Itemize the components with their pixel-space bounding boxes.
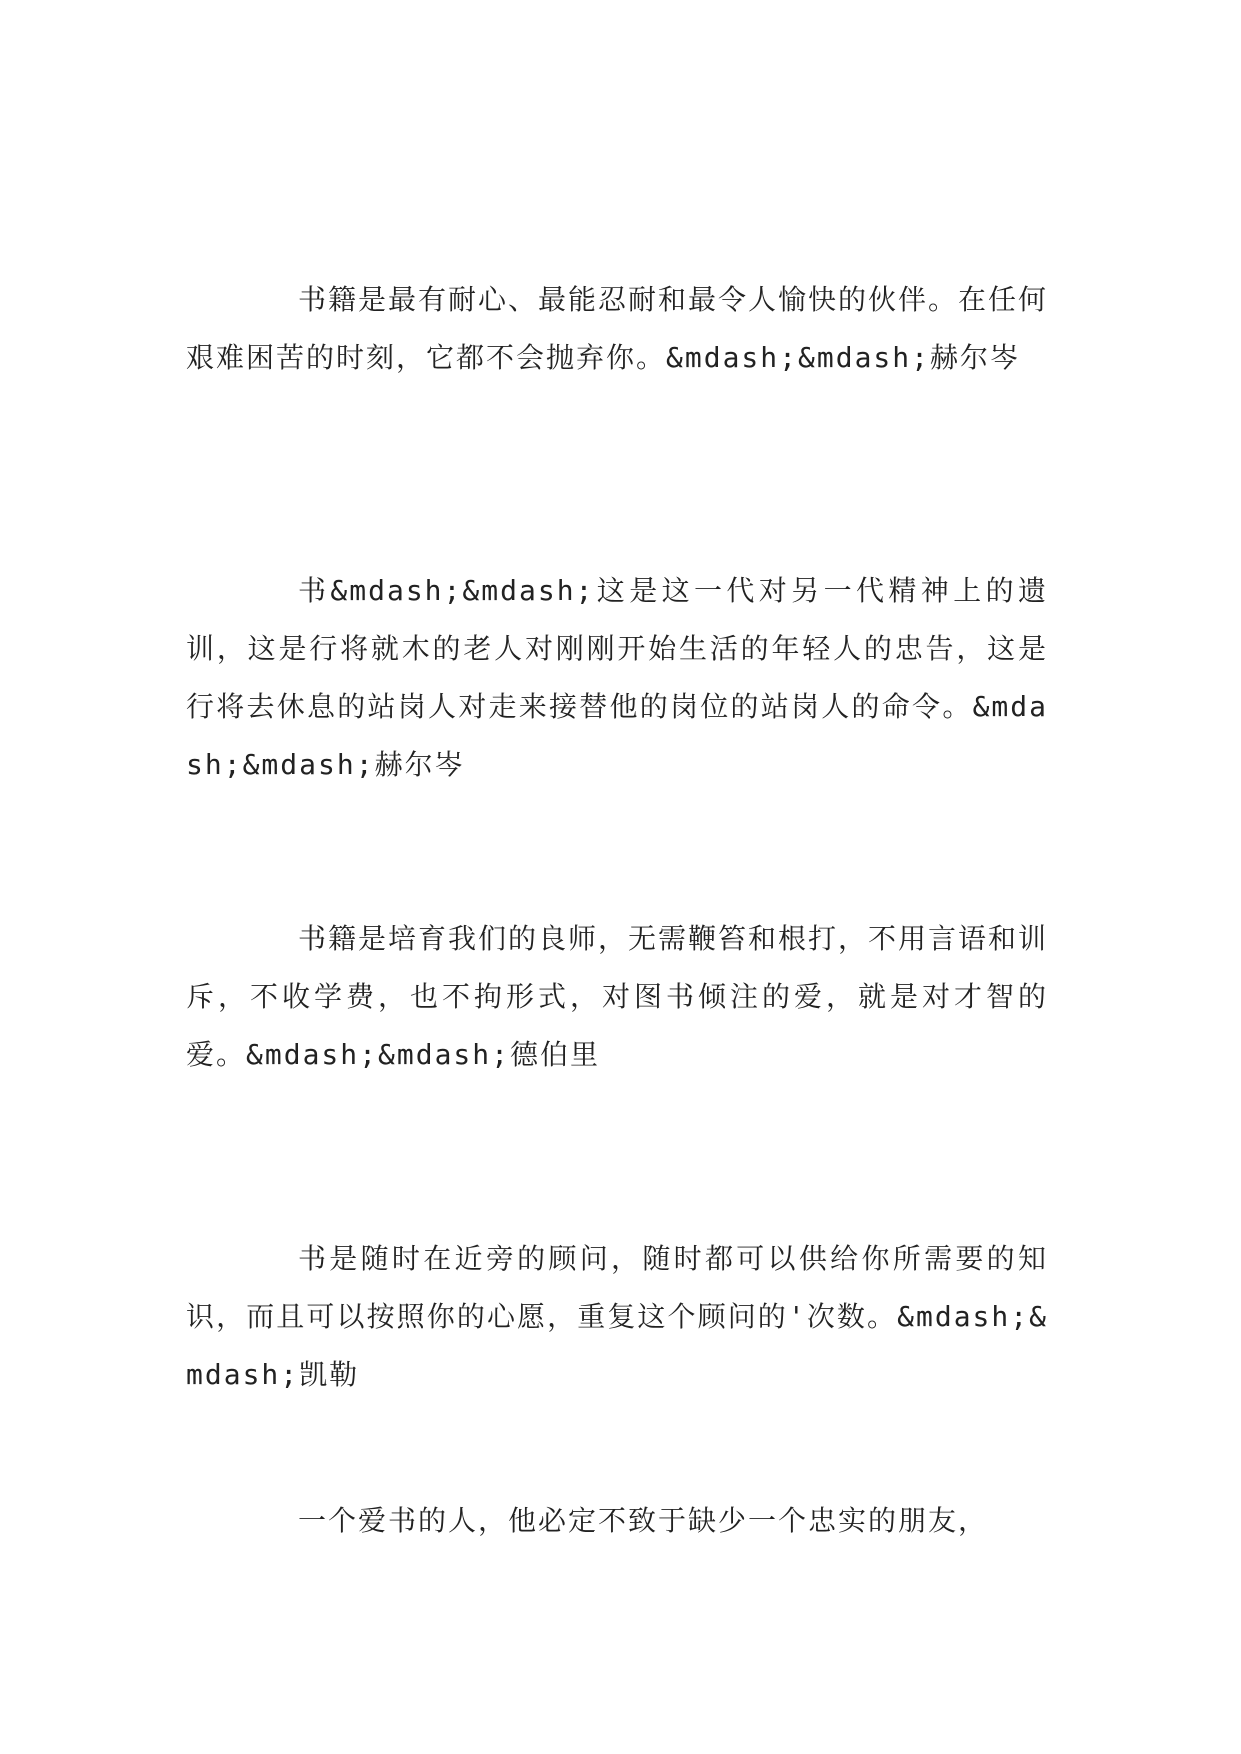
quote-paragraph-5: 一个爱书的人，他必定不致于缺少一个忠实的朋友， <box>298 1504 989 1537</box>
quote-paragraph-2: 书&mdash;&mdash;这是这一代对另一代精神上的遗训，这是行将就木的老人对刚刚开始生活的年轻人的忠告，这是行将去休息的站岗人对走来接替他的岗位的站岗人的命令。&mdash;&mdash;赫尔岑 <box>186 574 1048 781</box>
quote-paragraph-4: 书是随时在近旁的顾问，随时都可以供给你所需要的知识，而且可以按照你的心愿，重复这个顾问的'次数。&mdash;&mdash;凯勒 <box>186 1242 1048 1391</box>
quote-paragraph-1: 书籍是最有耐心、最能忍耐和最令人愉快的伙伴。在任何艰难困苦的时刻，它都不会抛弃你。&mdash;&mdash;赫尔岑 <box>186 283 1049 374</box>
quote-paragraph-3: 书籍是培育我们的良师，无需鞭笞和根打，不用言语和训斥，不收学费，也不拘形式，对图书倾注的爱，就是对才智的爱。&mdash;&mdash;德伯里 <box>186 922 1049 1071</box>
